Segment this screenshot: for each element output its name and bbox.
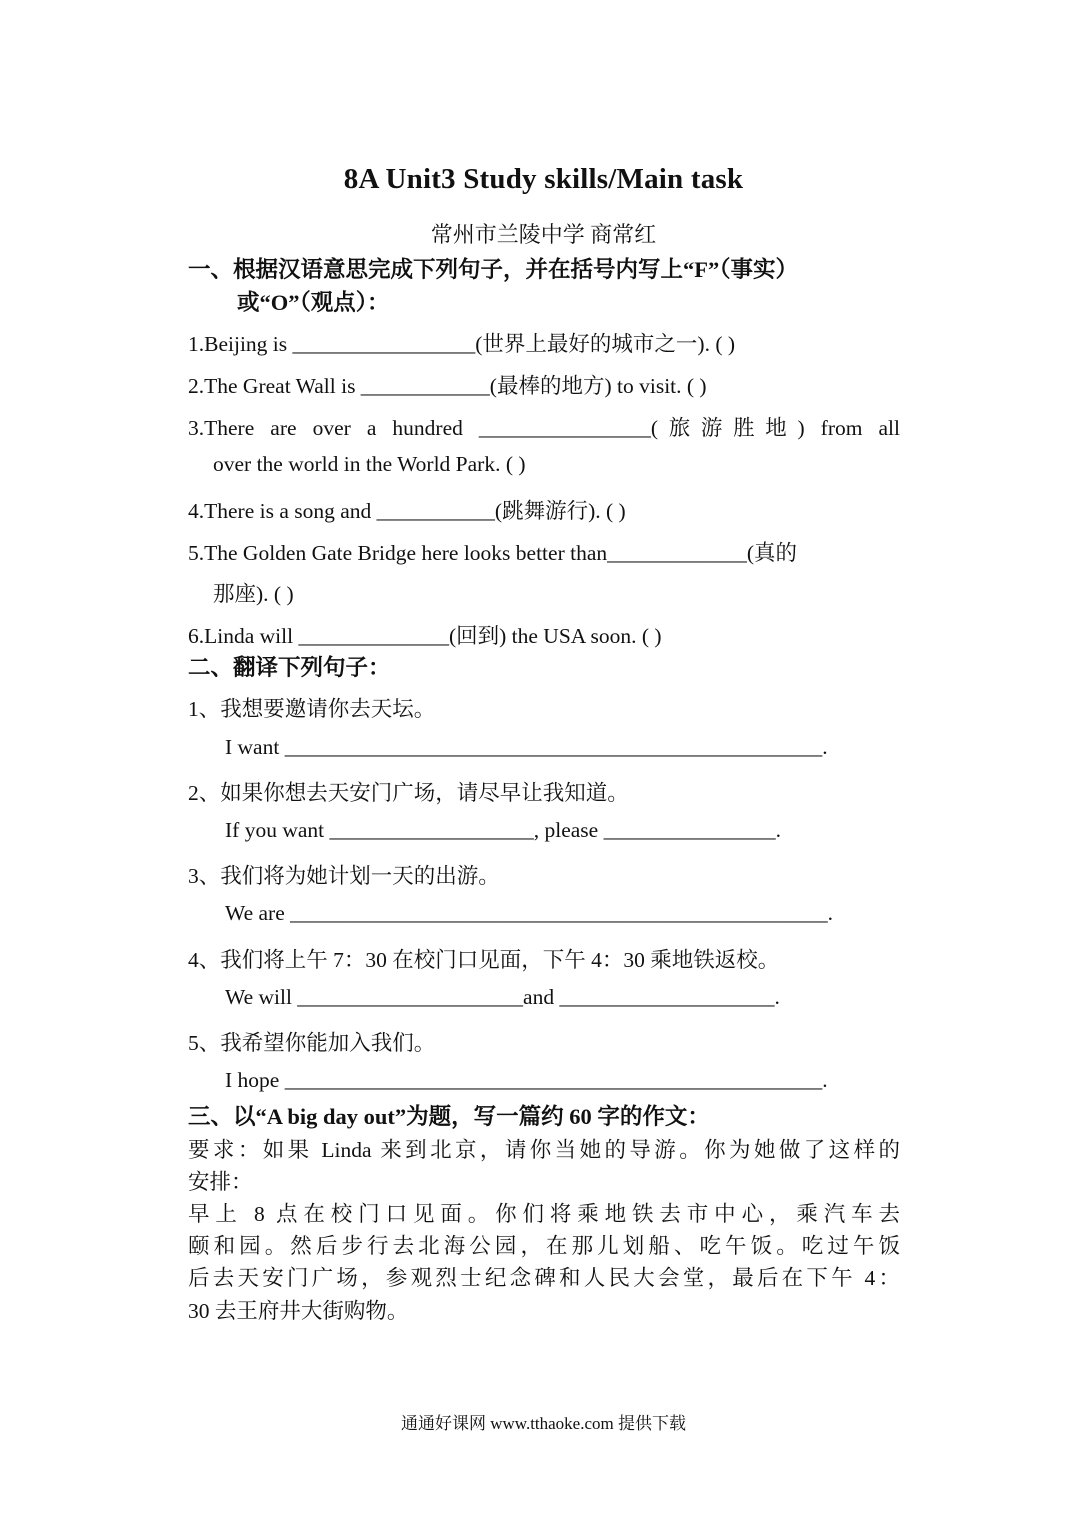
translation-prompt: 5、我希望你能加入我们。 (188, 1031, 436, 1055)
exercise-item: 5.The Golden Gate Bridge here looks better than_____________(真的 (188, 541, 798, 565)
essay-arrangement-line: 早上 8 点在校门口见面。你们将乘地铁去市中心，乘汽车去 (188, 1202, 900, 1226)
exercise-item: 2.The Great Wall is ____________(最棒的地方) to visit. ( ) (188, 374, 707, 398)
exercise-item: 4.There is a song and ___________(跳舞游行). ( ) (188, 499, 626, 523)
exercise-item-cont: over the world in the World Park. ( ) (213, 452, 526, 476)
author-line: 常州市兰陵中学 商常红 (430, 222, 657, 247)
essay-arrangement-line: 颐和园。然后步行去北海公园，在那儿划船、吃午饭。吃过午饭 (188, 1234, 900, 1258)
essay-arrangement-line: 后去天安门广场，参观烈士纪念碑和人民大会堂，最后在下午 4： (188, 1266, 900, 1290)
exercise-item: 3.There are over a hundred ________________(旅游胜地) from all (188, 416, 900, 440)
footer-credit: 通通好课网 www.tthaoke.com 提供下载 (400, 1414, 687, 1433)
translation-answer-line: I want __________________________________________________. (225, 735, 828, 759)
section1-heading: 一、根据汉语意思完成下列句子，并在括号内写上“F”（事实） (188, 257, 798, 282)
exercise-item: 1.Beijing is _________________(世界上最好的城市之一). ( ) (188, 332, 736, 356)
essay-requirement: 要求：如果 Linda 来到北京，请你当她的导游。你为她做了这样的 (188, 1138, 900, 1162)
translation-answer-line: We will _____________________and ____________________. (225, 985, 780, 1009)
translation-prompt: 4、我们将上午 7：30 在校门口见面，下午 4：30 乘地铁返校。 (188, 948, 780, 972)
translation-prompt: 3、我们将为她计划一天的出游。 (188, 864, 500, 888)
essay-arrangement-line: 30 去王府井大街购物。 (188, 1299, 409, 1323)
translation-answer-line: We are __________________________________________________. (225, 901, 833, 925)
essay-requirement-cont: 安排： (188, 1170, 253, 1194)
translation-prompt: 1、我想要邀请你去天坛。 (188, 697, 436, 721)
exercise-item: 6.Linda will ______________(回到) the USA soon. ( ) (188, 624, 662, 648)
page-title: 8A Unit3 Study skills/Main task (343, 163, 744, 195)
translation-answer-line: If you want ___________________, please ________________. (225, 818, 781, 842)
section2-heading: 二、翻译下列句子： (188, 655, 391, 680)
exercise-item-cont: 那座). ( ) (213, 582, 294, 606)
translation-prompt: 2、如果你想去天安门广场，请尽早让我知道。 (188, 781, 629, 805)
section3-heading: 三、以“A big day out”为题，写一篇约 60 字的作文： (188, 1104, 710, 1129)
translation-answer-line: I hope __________________________________________________. (225, 1068, 828, 1092)
section1-heading-cont: 或“O”（观点）： (237, 290, 390, 315)
